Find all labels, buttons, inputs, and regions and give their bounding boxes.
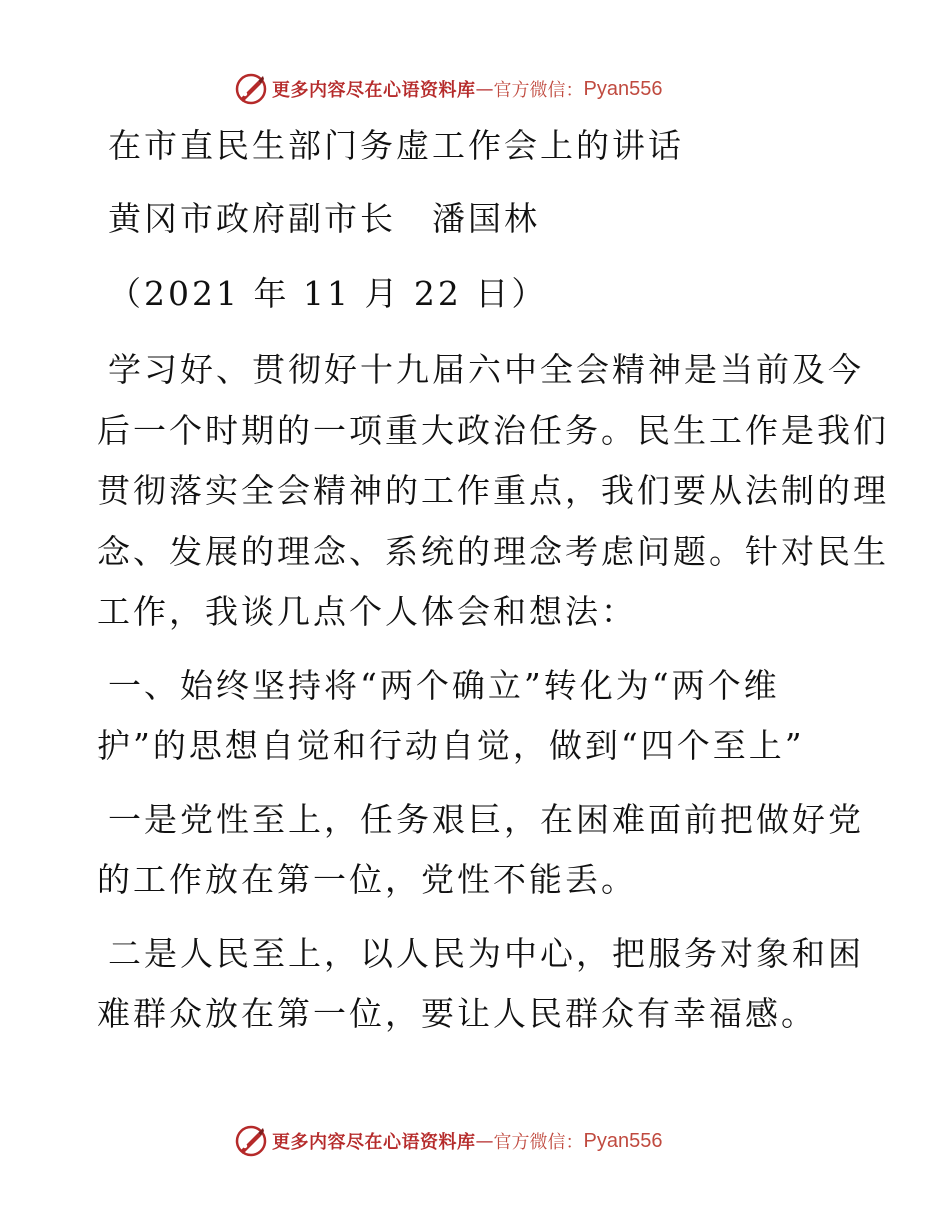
watermark-wechat-id: Pyan556: [583, 77, 663, 100]
watermark-dash: —: [475, 78, 494, 100]
watermark-brand: 更多内容尽在心语资料库: [272, 80, 476, 101]
watermark-wechat-label: 官方微信：: [493, 1132, 584, 1153]
intro-line: 学习好、贯彻好十九届六中全会精神是当前及今: [108, 350, 864, 389]
document-title: 在市直民生部门务虚工作会上的讲话: [108, 126, 684, 165]
intro-line: 后一个时期的一项重大政治任务。民生工作是我们: [97, 411, 889, 450]
point-2-line: 难群众放在第一位，要让人民群众有幸福感。: [97, 994, 817, 1033]
heading-1-line: 护”的思想自觉和行动自觉，做到“四个至上”: [97, 726, 805, 765]
point-1-line: 的工作放在第一位，党性不能丢。: [97, 860, 637, 899]
point-1-line: 一是党性至上，任务艰巨，在困难面前把做好党: [108, 800, 864, 839]
watermark-banner-top: [234, 72, 662, 106]
intro-line: 念、发展的理念、系统的理念考虑问题。针对民生: [97, 532, 889, 571]
point-2-line: 二是人民至上，以人民为中心，把服务对象和困: [108, 934, 864, 973]
document-date: （2021 年 11 月 22 日）: [108, 274, 548, 313]
watermark-wechat-id: Pyan556: [583, 1129, 663, 1152]
intro-line: 贯彻落实全会精神的工作重点，我们要从法制的理: [97, 471, 889, 510]
document-speaker: 黄冈市政府副市长 潘国林: [108, 199, 540, 238]
intro-line: 工作，我谈几点个人体会和想法：: [97, 592, 637, 631]
watermark-dash: —: [475, 1130, 494, 1152]
watermark-banner-bottom: [234, 1124, 662, 1158]
pen-logo-icon: [234, 72, 268, 106]
heading-1-line: 一、始终坚持将“两个确立”转化为“两个维: [108, 666, 780, 705]
watermark-wechat-label: 官方微信：: [493, 80, 584, 101]
watermark-brand: 更多内容尽在心语资料库: [272, 1132, 476, 1153]
pen-logo-icon: [234, 1124, 268, 1158]
